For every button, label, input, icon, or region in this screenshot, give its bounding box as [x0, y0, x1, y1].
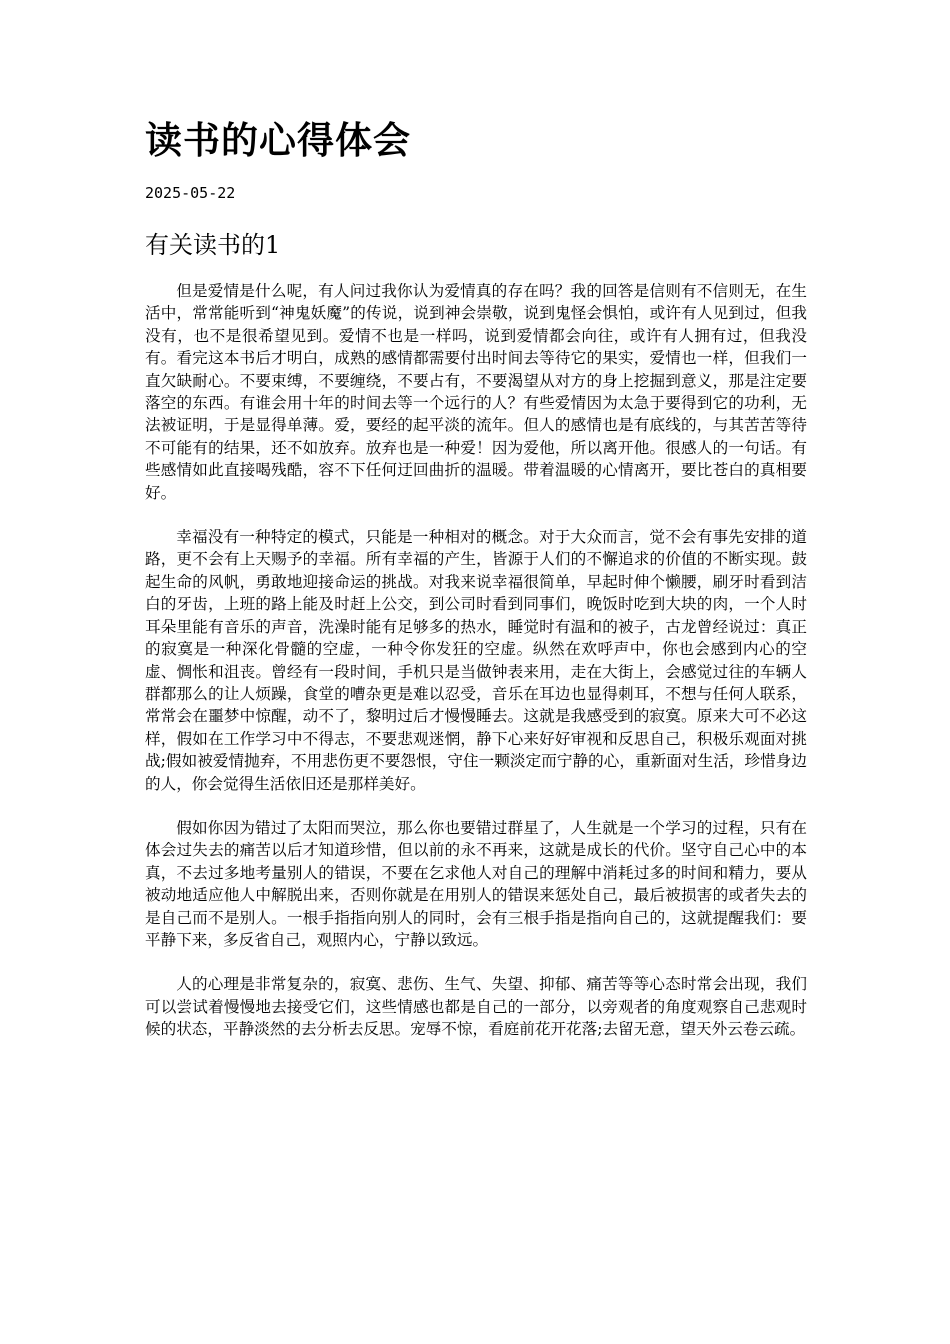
publish-date: 2025-05-22: [145, 184, 236, 202]
paragraph-1: 但是爱情是什么呢，有人问过我你认为爱情真的存在吗？我的回答是信则有不信则无，在生活中，常常能听到“神鬼妖魔”的传说，说到神会崇敬，说到鬼怪会惧怕，或许有人见到过，但我没有，也不是很希望见到。爱情不也是一样吗，说到爱情都会向往，或许有人拥有过，但我没有。看完这本书后才明白，成熟的感情都需要付出时间去等待它的果实，爱情也一样，但我们一直欠缺耐心。不要束缚，不要缠绕，不要占有，不要渴望从对方的身上挖掘到意义，那是注定要落空的东西。有谁会用十年的时间去等一个远行的人？有些爱情因为太急于要得到它的功利，无法被证明，于是显得单薄。爱，要经的起平淡的流年。但人的感情也是有底线的，与其苦苦等待不可能有的结果，还不如放弃。放弃也是一种爱！因为爱他，所以离开他。很感人的一句话。有些感情如此直接喝残酷，容不下任何迂回曲折的温暖。带着温暖的心情离开，要比苍白的真相要好。: [145, 282, 807, 502]
paragraph-2: 幸福没有一种特定的模式，只能是一种相对的概念。对于大众而言，觉不会有事先安排的道路，更不会有上天赐予的幸福。所有幸福的产生，皆源于人们的不懈追求的价值的不断实现。鼓起生命的风帆，勇敢地迎接命运的挑战。对我来说幸福很简单，早起时伸个懒腰，刷牙时看到洁白的牙齿，上班的路上能及时赶上公交，到公司时看到同事们，晚饭时吃到大块的肉，一个人时耳朵里能有音乐的声音，洗澡时能有足够多的热水，睡觉时有温和的被子，古龙曾经说过：真正的寂寞是一种深化骨髓的空虚，一种令你发狂的空虚。纵然在欢呼声中，你也会感到内心的空虚、惆怅和沮丧。曾经有一段时间，手机只是当做钟表来用，走在大街上，会感觉过往的车辆人群都那么的让人烦躁，食堂的嘈杂更是难以忍受，音乐在耳边也显得刺耳，不想与任何人联系，常常会在噩梦中惊醒，动不了，黎明过后才慢慢睡去。这就是我感受到的寂寞。原来大可不必这样，假如在工作学习中不得志，不要悲观迷惘，静下心来好好审视和反思自己，积极乐观面对挑战;假如被爱情抛弃，不用悲伤更不要怨恨，守住一颗淡定而宁静的心，重新面对生活，珍惜身边的人，你会觉得生活依旧还是那样美好。: [145, 528, 807, 793]
paragraph-3: 假如你因为错过了太阳而哭泣，那么你也要错过群星了，人生就是一个学习的过程，只有在体会过失去的痛苦以后才知道珍惜，但以前的永不再来，这就是成长的代价。坚守自己心中的本真，不去过多地考量别人的错误，不要在乞求他人对自己的理解中消耗过多的时间和精力，要从被动地适应他人中解脱出来，否则你就是在用别人的错误来惩处自己，最后被损害的或者失去的是自己而不是别人。一根手指指向别人的同时，会有三根手指是指向自己的，这就提醒我们：要平静下来，多反省自己，观照内心，宁静以致远。: [145, 818, 807, 949]
document-title: 读书的心得体会: [145, 118, 411, 162]
section-heading: 有关读书的1: [145, 231, 281, 259]
paragraph-4: 人的心理是非常复杂的，寂寞、悲伤、生气、失望、抑郁、痛苦等等心态时常会出现，我们可以尝试着慢慢地去接受它们，这些情感也都是自己的一部分，以旁观者的角度观察自己悲观时候的状态，平静淡然的去分析去反思。宠辱不惊，看庭前花开花落;去留无意，望天外云卷云疏。: [145, 975, 807, 1039]
article-body: [145, 280, 807, 1063]
